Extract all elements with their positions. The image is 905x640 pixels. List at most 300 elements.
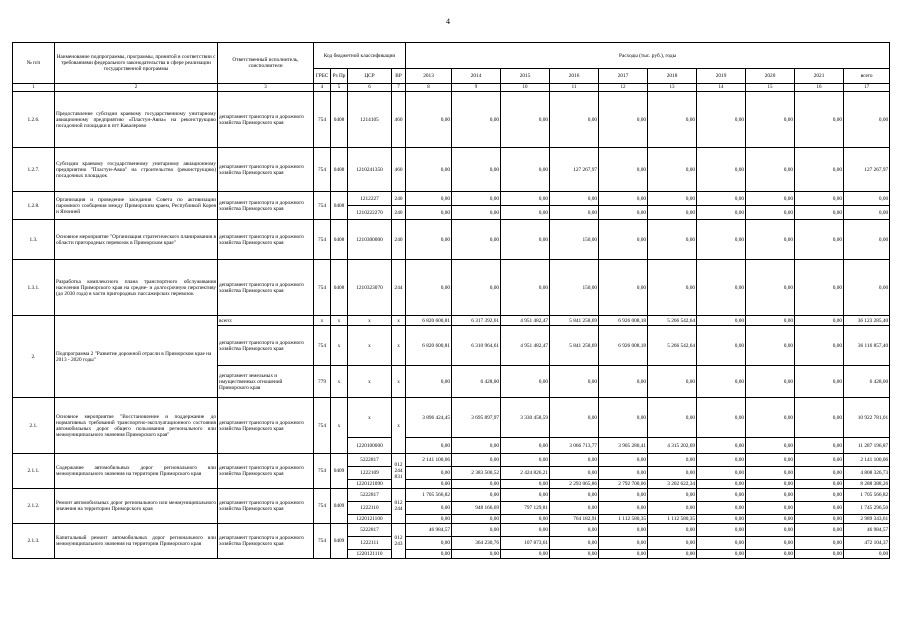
amount-cell: 6 428,00	[452, 366, 501, 398]
csr-cell: x	[348, 398, 392, 438]
header-vr: ВР	[392, 69, 406, 84]
vr-cell: 240	[392, 220, 406, 260]
csr-cell: 5222817	[348, 524, 392, 537]
row-number: 1.3.1.	[13, 260, 55, 316]
amount-cell: 0,00	[795, 489, 844, 502]
column-number: 1	[13, 84, 55, 92]
vr-cell: 012 244 831	[392, 454, 406, 489]
amount-cell: 3 896 424,45	[406, 398, 452, 438]
amount-cell: 0,00	[599, 454, 648, 467]
amount-cell: 0,00	[599, 467, 648, 480]
amount-cell: 2 383 500,52	[452, 467, 501, 480]
amount-cell: 36 116 857,40	[844, 326, 890, 366]
amount-cell: 0,00	[844, 206, 890, 220]
amount-cell: 1 112 580,35	[599, 515, 648, 524]
csr-cell: 1222110	[348, 502, 392, 515]
amount-cell: 797 129,81	[501, 502, 550, 515]
amount-cell: 0,00	[501, 92, 550, 148]
amount-cell: 127 267,97	[550, 148, 599, 192]
amount-cell: 0,00	[501, 206, 550, 220]
row-name: Организация и проведение заседания Совета по активизации паромного сообщения между Приморским краем, Республикой Корея и Японией	[55, 192, 218, 220]
csr-cell: 5222817	[348, 454, 392, 467]
amount-cell: 0,00	[697, 366, 746, 398]
amount-cell: 0,00	[795, 467, 844, 480]
amount-cell: 0,00	[746, 366, 795, 398]
page-number: 4	[446, 17, 450, 26]
amount-cell: 0,00	[648, 220, 697, 260]
amount-cell: 0,00	[452, 206, 501, 220]
amount-cell: 0,00	[795, 316, 844, 326]
row-number: 2.	[13, 316, 55, 398]
amount-cell: 2 989 343,61	[844, 515, 890, 524]
vr-cell: 460	[392, 92, 406, 148]
grbs-cell: 754	[314, 524, 331, 559]
amount-cell: 46 984,57	[406, 524, 452, 537]
table-body	[13, 43, 890, 559]
rzpr-cell: x	[331, 316, 348, 326]
amount-cell: 0,00	[599, 366, 648, 398]
amount-cell: 0,00	[406, 206, 452, 220]
amount-cell: 0,00	[844, 260, 890, 316]
amount-cell: 0,00	[599, 148, 648, 192]
grbs-cell: 754	[314, 326, 331, 366]
amount-cell: 5 266 542,64	[648, 316, 697, 326]
row-number: 1.2.7.	[13, 148, 55, 192]
table-row	[13, 489, 890, 502]
grbs-cell: 754	[314, 92, 331, 148]
column-number: 7	[392, 84, 406, 92]
amount-cell: 0,00	[746, 537, 795, 550]
table-row	[13, 192, 890, 206]
amount-cell: 2 141 100,06	[406, 454, 452, 467]
grbs-cell: 754	[314, 398, 331, 454]
amount-cell: 2 424 826,21	[501, 467, 550, 480]
rzpr-cell: 0408	[331, 148, 348, 192]
rzpr-cell: 0408	[331, 220, 348, 260]
row-executor: департамент транспорта и дорожного хозяйства Приморского края	[218, 454, 314, 489]
csr-cell: 1220100000	[348, 438, 392, 454]
amount-cell: 6 820 600,81	[406, 326, 452, 366]
amount-cell: 0,00	[501, 480, 550, 489]
amount-cell: 46 984,57	[844, 524, 890, 537]
amount-cell: 0,00	[452, 220, 501, 260]
row-name: Основное мероприятие "Восстановление и поддержание до нормативных требований транспортно-эксплуатационного состояния автомобильных дорог общего пользования регионального или межмуниципального значения Приморского края"	[55, 398, 218, 454]
amount-cell: 0,00	[697, 524, 746, 537]
amount-cell: 3 066 713,77	[550, 438, 599, 454]
row-name: Капитальный ремонт автомобильных дорог регионального или межмуниципального значения на территории Приморского края	[55, 524, 218, 559]
amount-cell: 0,00	[648, 398, 697, 438]
amount-cell: 10 922 781,01	[844, 398, 890, 438]
table-row	[13, 260, 890, 316]
grbs-cell: 754	[314, 454, 331, 489]
rzpr-cell: x	[331, 326, 348, 366]
amount-cell: 0,00	[795, 192, 844, 206]
amount-cell: 1 705 566,82	[406, 489, 452, 502]
amount-cell: 0,00	[746, 467, 795, 480]
amount-cell: 0,00	[746, 438, 795, 454]
header-year: 2013	[406, 69, 452, 84]
amount-cell: 4 951 482,47	[501, 326, 550, 366]
row-number: 2.1.3.	[13, 524, 55, 559]
amount-cell: 0,00	[795, 438, 844, 454]
grbs-cell: x	[314, 316, 331, 326]
table-row	[13, 220, 890, 260]
amount-cell: 6 926 008,18	[599, 326, 648, 366]
amount-cell: 0,00	[452, 515, 501, 524]
row-name: Предоставление субсидии краевому государственному унитарному авиационному предприятию «Пластун-Авиа» на реконструкцию посадочной площадки в пгт Кавалерово	[55, 92, 218, 148]
rzpr-cell: x	[331, 366, 348, 398]
amount-cell: 0,00	[844, 550, 890, 559]
amount-cell: 0,00	[550, 489, 599, 502]
column-number: 12	[599, 84, 648, 92]
header-year: 2019	[697, 69, 746, 84]
amount-cell: 0,00	[697, 148, 746, 192]
column-number: 17	[844, 84, 890, 92]
amount-cell: 0,00	[697, 537, 746, 550]
rzpr-cell: 0408	[331, 260, 348, 316]
column-number: 10	[501, 84, 550, 92]
amount-cell: 5 841 258,69	[550, 316, 599, 326]
amount-cell: 0,00	[697, 480, 746, 489]
amount-cell: 0,00	[697, 502, 746, 515]
grbs-cell: 754	[314, 148, 331, 192]
amount-cell: 0,00	[406, 220, 452, 260]
csr-cell: 1222109	[348, 467, 392, 480]
grbs-cell: 754	[314, 489, 331, 524]
amount-cell: 0,00	[795, 537, 844, 550]
row-number: 1.3.	[13, 220, 55, 260]
row-name: Субсидии краевому государственному унитарному авиационному предприятию "Пластун-Авиа" на строительство (реконструкцию) посадочных площадок	[55, 148, 218, 192]
amount-cell: 0,00	[697, 489, 746, 502]
row-name: Подпрограмма 2 "Развитие дорожной отрасли в Приморском крае на 2013 - 2020 годы"	[55, 316, 218, 398]
amount-cell: 0,00	[452, 454, 501, 467]
amount-cell: 5 266 542,64	[648, 326, 697, 366]
amount-cell: 0,00	[406, 550, 452, 559]
amount-cell: 0,00	[746, 398, 795, 438]
amount-cell: 6 820 600,81	[406, 316, 452, 326]
amount-cell: 0,00	[501, 515, 550, 524]
amount-cell: 0,00	[697, 192, 746, 206]
amount-cell: 3 330 458,59	[501, 398, 550, 438]
row-executor: департамент транспорта и дорожного хозяйства Приморского края	[218, 220, 314, 260]
amount-cell: 0,00	[406, 480, 452, 489]
row-name: Ремонт автомобильных дорог регионального или межмуниципального значения на территории Приморского края	[55, 489, 218, 524]
grbs-cell: 754	[314, 260, 331, 316]
amount-cell: 0,00	[452, 550, 501, 559]
header-exec: Ответственный исполнитель, соисполнители	[218, 43, 314, 84]
row-number: 2.1.1.	[13, 454, 55, 489]
row-executor: департамент транспорта и дорожного хозяйства Приморского края	[218, 192, 314, 220]
amount-cell: 0,00	[452, 92, 501, 148]
header-csr: ЦСР	[348, 69, 392, 84]
row-executor: департамент транспорта и дорожного хозяйства Приморского края	[218, 398, 314, 454]
vr-cell: 012 243	[392, 524, 406, 559]
header-year: 2015	[501, 69, 550, 84]
column-number: 16	[795, 84, 844, 92]
amount-cell: 4 951 482,47	[501, 316, 550, 326]
amount-cell: 0,00	[697, 515, 746, 524]
amount-cell: 0,00	[746, 489, 795, 502]
amount-cell: 0,00	[746, 316, 795, 326]
amount-cell: 0,00	[501, 438, 550, 454]
amount-cell: 0,00	[746, 524, 795, 537]
amount-cell: 0,00	[406, 515, 452, 524]
row-number: 1.2.8.	[13, 192, 55, 220]
amount-cell: 0,00	[406, 438, 452, 454]
amount-cell: 2 792 700,06	[599, 480, 648, 489]
amount-cell: 0,00	[795, 480, 844, 489]
amount-cell: 127 267,97	[844, 148, 890, 192]
csr-cell: 1210241350	[348, 148, 392, 192]
csr-cell: 1220121090	[348, 480, 392, 489]
amount-cell: 0,00	[599, 398, 648, 438]
grbs-cell: 754	[314, 192, 331, 220]
vr-cell: 012 244	[392, 489, 406, 524]
header-row-1	[13, 43, 890, 69]
amount-cell: 0,00	[501, 489, 550, 502]
vr-cell: x	[392, 316, 406, 326]
column-number: 5	[331, 84, 348, 92]
row-number: 2.1.2.	[13, 489, 55, 524]
header-grbs: ГРБС	[314, 69, 331, 84]
amount-cell: 107 873,61	[501, 537, 550, 550]
amount-cell: 948 166,69	[452, 502, 501, 515]
amount-cell: 0,00	[501, 550, 550, 559]
amount-cell: 0,00	[648, 550, 697, 559]
amount-cell: 0,00	[550, 92, 599, 148]
grbs-cell: 779	[314, 366, 331, 398]
csr-cell: 1210222270	[348, 206, 392, 220]
amount-cell: 2 293 065,86	[550, 480, 599, 489]
row-number: 2.1.	[13, 398, 55, 454]
amount-cell: 0,00	[452, 192, 501, 206]
row-executor: всего:	[218, 316, 314, 326]
amount-cell: 0,00	[795, 366, 844, 398]
amount-cell: 0,00	[795, 550, 844, 559]
header-year: 2016	[550, 69, 599, 84]
amount-cell: 0,00	[795, 454, 844, 467]
amount-cell: 0,00	[452, 489, 501, 502]
amount-cell: 6 310 964,61	[452, 326, 501, 366]
amount-cell: 0,00	[746, 326, 795, 366]
amount-cell: 0,00	[599, 206, 648, 220]
csr-cell: 1210300000	[348, 220, 392, 260]
amount-cell: 0,00	[501, 220, 550, 260]
vr-cell: x	[392, 366, 406, 398]
row-name: Содержание автомобильных дорог регионального или межмуниципального значения на территории Приморского края	[55, 454, 218, 489]
amount-cell: 1 745 296,50	[844, 502, 890, 515]
amount-cell: 3 202 622,34	[648, 480, 697, 489]
amount-cell: 6 317 392,61	[452, 316, 501, 326]
row-name: Разработка комплексного плана транспортного обслуживания населения Приморского края на средне- и долгосрочную перспективу (до 2030 года) в части пригородных пассажирских перевозок	[55, 260, 218, 316]
table-row	[13, 454, 890, 467]
table-row	[13, 148, 890, 192]
amount-cell: 0,00	[648, 92, 697, 148]
csr-cell: 1222111	[348, 537, 392, 550]
row-executor: департамент транспорта и дорожного хозяйства Приморского края	[218, 260, 314, 316]
amount-cell: 0,00	[406, 537, 452, 550]
header-year: 2018	[648, 69, 697, 84]
amount-cell: 0,00	[746, 192, 795, 206]
row-executor: департамент транспорта и дорожного хозяйства Приморского края	[218, 148, 314, 192]
amount-cell: 0,00	[697, 467, 746, 480]
amount-cell: 0,00	[795, 206, 844, 220]
amount-cell: 0,00	[550, 537, 599, 550]
amount-cell: 364 230,76	[452, 537, 501, 550]
amount-cell: 0,00	[746, 92, 795, 148]
amount-cell: 0,00	[697, 206, 746, 220]
header-total: всего	[844, 69, 890, 84]
amount-cell: 11 287 196,87	[844, 438, 890, 454]
csr-cell: 1220121110	[348, 550, 392, 559]
amount-cell: 1 705 566,82	[844, 489, 890, 502]
header-rzpr: Рз Пр	[331, 69, 348, 84]
amount-cell: 2 141 100,06	[844, 454, 890, 467]
table-row	[13, 524, 890, 537]
amount-cell: 0,00	[406, 148, 452, 192]
amount-cell: 0,00	[697, 316, 746, 326]
column-number: 13	[648, 84, 697, 92]
amount-cell: 0,00	[844, 192, 890, 206]
amount-cell: 0,00	[599, 550, 648, 559]
amount-cell: 3 905 280,41	[599, 438, 648, 454]
header-num: № п/п	[13, 43, 55, 84]
amount-cell: 0,00	[746, 148, 795, 192]
amount-cell: 0,00	[599, 524, 648, 537]
rzpr-cell: 0408	[331, 92, 348, 148]
amount-cell: 0,00	[550, 398, 599, 438]
column-number: 15	[746, 84, 795, 92]
amount-cell: 150,00	[550, 220, 599, 260]
vr-cell: 244	[392, 260, 406, 316]
amount-cell: 0,00	[406, 467, 452, 480]
csr-cell: x	[348, 326, 392, 366]
amount-cell: 0,00	[697, 326, 746, 366]
row-number: 1.2.6.	[13, 92, 55, 148]
rzpr-cell: 0408	[331, 192, 348, 220]
amount-cell: 0,00	[795, 148, 844, 192]
vr-cell: x	[392, 326, 406, 366]
amount-cell: 0,00	[550, 454, 599, 467]
amount-cell: 0,00	[746, 220, 795, 260]
row-executor: департамент транспорта и дорожного хозяйства Приморского края	[218, 92, 314, 148]
row-executor: департамент земельных и имущественных отношений Приморского края	[218, 366, 314, 398]
amount-cell: 0,00	[599, 537, 648, 550]
column-number: 6	[348, 84, 392, 92]
amount-cell: 150,00	[550, 260, 599, 316]
amount-cell: 0,00	[452, 524, 501, 537]
amount-cell: 0,00	[599, 502, 648, 515]
amount-cell: 0,00	[795, 220, 844, 260]
amount-cell: 0,00	[648, 537, 697, 550]
amount-cell: 0,00	[746, 206, 795, 220]
csr-cell: 1220121100	[348, 515, 392, 524]
amount-cell: 0,00	[599, 92, 648, 148]
amount-cell: 0,00	[501, 366, 550, 398]
amount-cell: 0,00	[599, 192, 648, 206]
column-number: 11	[550, 84, 599, 92]
amount-cell: 0,00	[501, 192, 550, 206]
amount-cell: 0,00	[697, 398, 746, 438]
amount-cell: 0,00	[746, 502, 795, 515]
amount-cell: 0,00	[599, 260, 648, 316]
row-executor: департамент транспорта и дорожного хозяйства Приморского края	[218, 489, 314, 524]
vr-cell: 460	[392, 148, 406, 192]
amount-cell: 0,00	[550, 467, 599, 480]
header-year: 2017	[599, 69, 648, 84]
amount-cell: 472 104,37	[844, 537, 890, 550]
amount-cell: 0,00	[648, 206, 697, 220]
amount-cell: 0,00	[406, 366, 452, 398]
amount-cell: 0,00	[795, 502, 844, 515]
rzpr-cell: x	[331, 398, 348, 454]
amount-cell: 0,00	[648, 454, 697, 467]
csr-cell: 1212227	[348, 192, 392, 206]
amount-cell: 0,00	[746, 480, 795, 489]
amount-cell: 0,00	[452, 480, 501, 489]
header-name: Наименование подпрограммы, программы, принятой в соответствии с требованиями федерального законодательства в сфере реализации государственной программы	[55, 43, 218, 84]
header-expenses: Расходы (тыс. руб.), годы	[406, 43, 890, 69]
amount-cell: 0,00	[452, 438, 501, 454]
amount-cell: 0,00	[746, 515, 795, 524]
amount-cell: 0,00	[501, 148, 550, 192]
amount-cell: 0,00	[648, 192, 697, 206]
amount-cell: 0,00	[697, 260, 746, 316]
amount-cell: 0,00	[550, 206, 599, 220]
amount-cell: 0,00	[550, 192, 599, 206]
header-year: 2014	[452, 69, 501, 84]
header-year: 2020	[746, 69, 795, 84]
amount-cell: 0,00	[452, 148, 501, 192]
amount-cell: 0,00	[795, 515, 844, 524]
column-numbers-row	[13, 84, 890, 92]
amount-cell: 0,00	[795, 326, 844, 366]
amount-cell: 4 315 202,69	[648, 438, 697, 454]
amount-cell: 0,00	[648, 524, 697, 537]
table-row	[13, 92, 890, 148]
amount-cell: 0,00	[599, 489, 648, 502]
amount-cell: 0,00	[697, 220, 746, 260]
column-number: 3	[218, 84, 314, 92]
column-number: 4	[314, 84, 331, 92]
amount-cell: 36 123 285,40	[844, 316, 890, 326]
amount-cell: 0,00	[550, 366, 599, 398]
amount-cell: 0,00	[746, 260, 795, 316]
amount-cell: 3 695 897,97	[452, 398, 501, 438]
csr-cell: 1214105	[348, 92, 392, 148]
rzpr-cell: 0409	[331, 454, 348, 489]
amount-cell: 0,00	[697, 92, 746, 148]
amount-cell: 0,00	[844, 220, 890, 260]
amount-cell: 0,00	[795, 92, 844, 148]
grbs-cell: 754	[314, 220, 331, 260]
column-number: 14	[697, 84, 746, 92]
csr-cell: x	[348, 316, 392, 326]
amount-cell: 0,00	[648, 260, 697, 316]
header-code: Код бюджетной классификации	[314, 43, 406, 69]
amount-cell: 0,00	[648, 148, 697, 192]
amount-cell: 0,00	[746, 550, 795, 559]
amount-cell: 6 428,00	[844, 366, 890, 398]
amount-cell: 5 841 258,69	[550, 326, 599, 366]
vr-cell: 240	[392, 206, 406, 220]
amount-cell: 764 182,91	[550, 515, 599, 524]
amount-cell: 0,00	[406, 260, 452, 316]
amount-cell: 0,00	[501, 454, 550, 467]
amount-cell: 0,00	[648, 502, 697, 515]
rzpr-cell: 0409	[331, 489, 348, 524]
amount-cell: 8 288 388,26	[844, 480, 890, 489]
